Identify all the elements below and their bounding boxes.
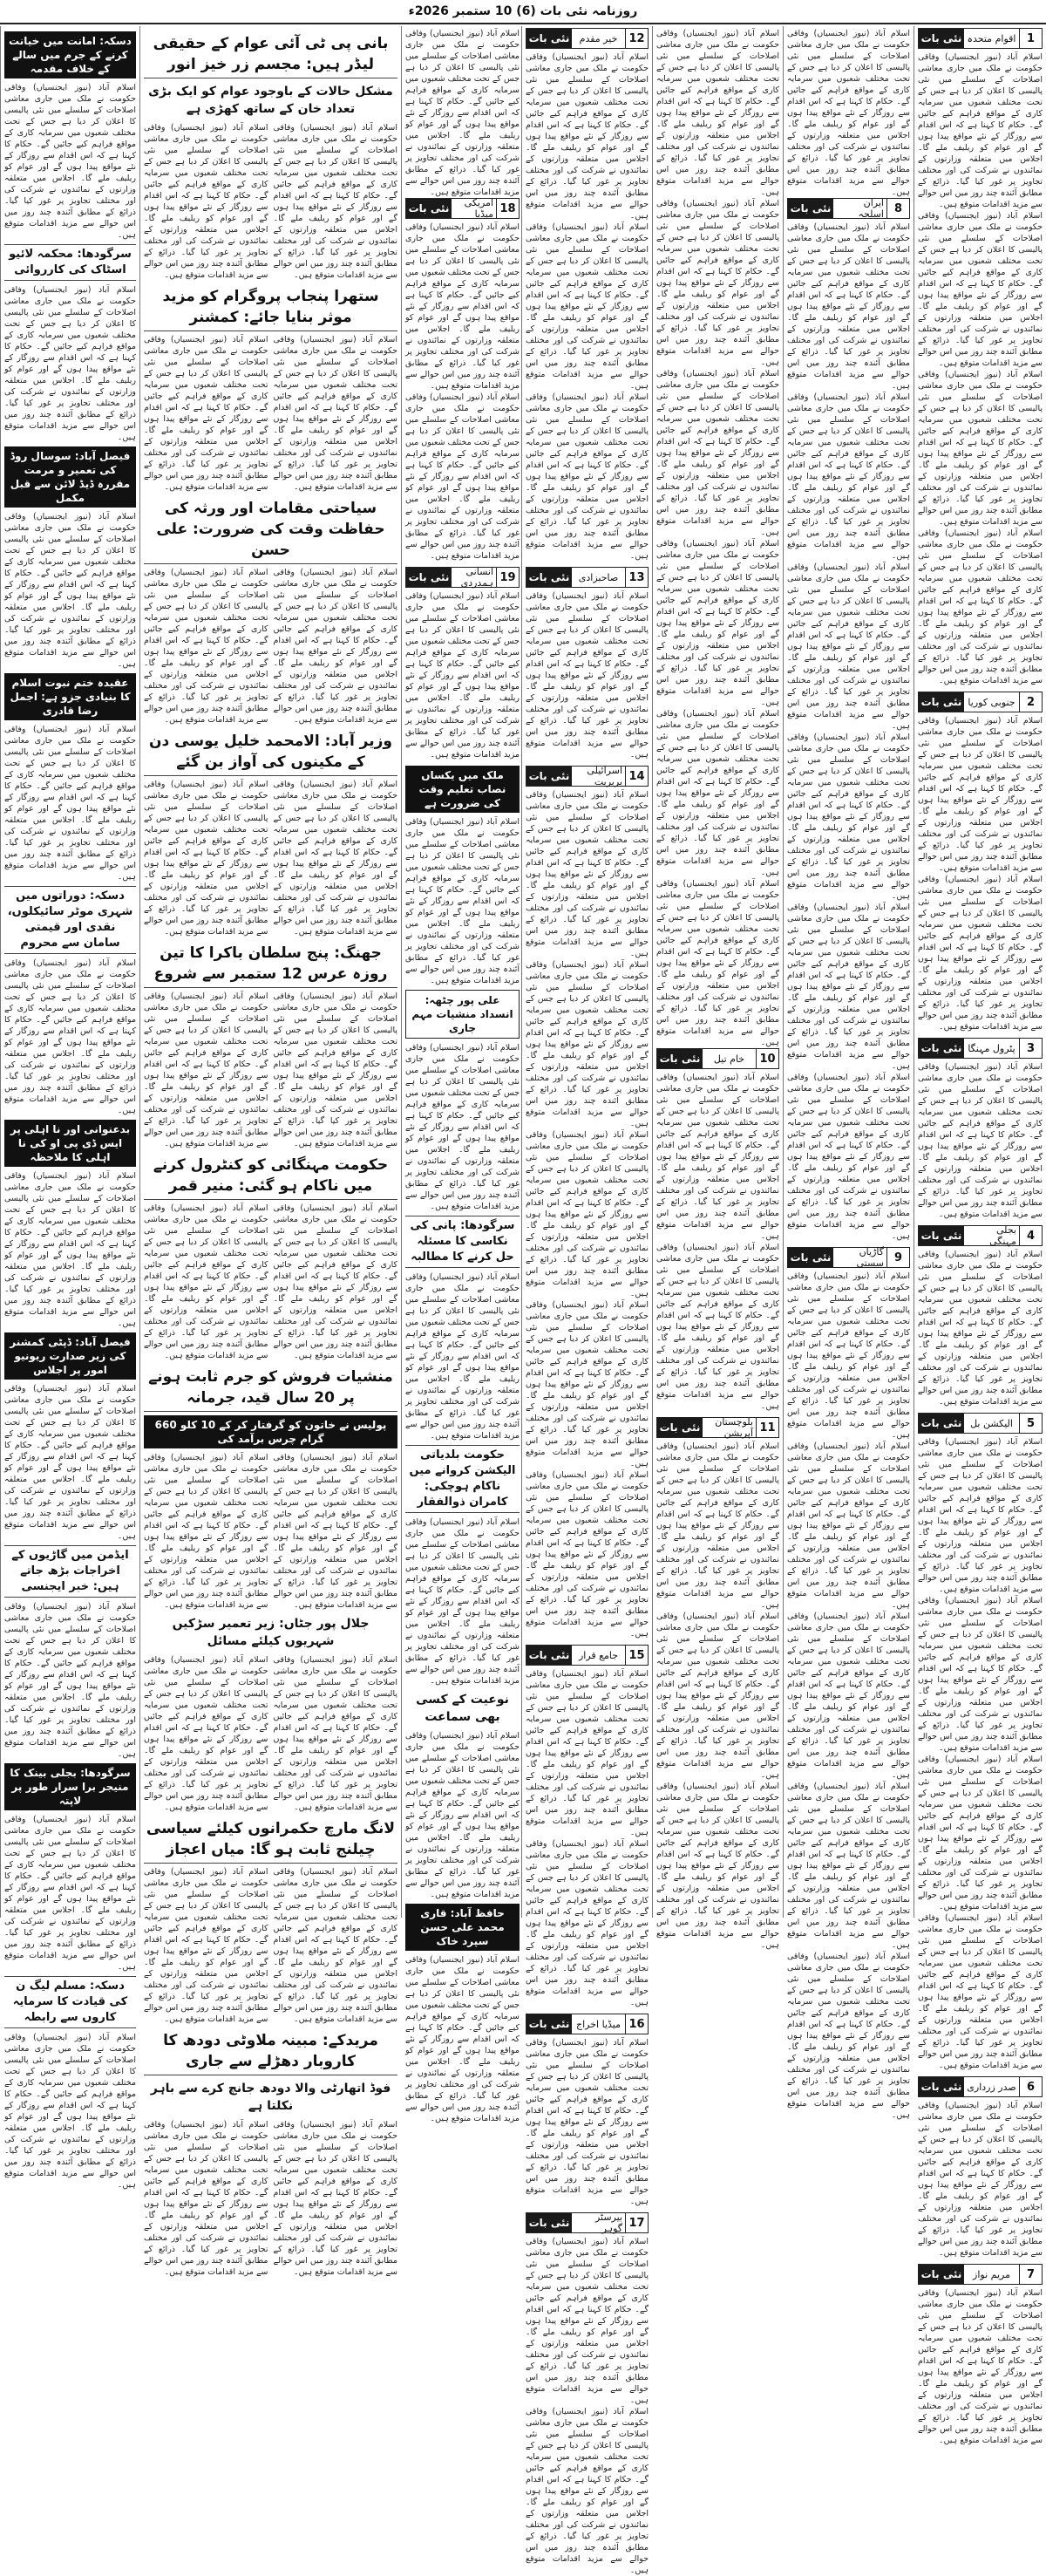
news-block-4 <box>918 1225 1043 1407</box>
section-tag: اقوام متحدہ <box>964 29 1019 48</box>
news-block-2 <box>918 692 1043 1032</box>
section-number: 15 <box>625 1646 648 1665</box>
article-text: اسلام آباد (نیوز ایجنسیاں) وفاقی حکومت نے ملک میں جاری معاشی اصلاحات کے سلسلے میں نئی پالیسی کا اعلان کر دیا ہے جس کے تحت مختلف شعبوں میں سرمایہ کاری کے مواقع فراہم کیے جائیں گے۔ حکام کا کہنا ہے کہ اس اقدام سے روزگار کے نئے مواقع پیدا ہوں گے اور عوام کو ریلیف ملے گا۔ اجلاس میں متعلقہ وزارتوں کے نمائندوں نے شرکت کی اور مختلف تجاویز پر غور کیا گیا۔ ذرائع کے مطابق آئندہ چند روز میں اس حوالے سے مزید اقدامات متوقع ہیں۔ <box>144 568 268 725</box>
article-text: اسلام آباد (نیوز ایجنسیاں) وفاقی حکومت نے ملک میں جاری معاشی اصلاحات کے سلسلے میں نئی پالیسی کا اعلان کر دیا ہے جس کے تحت مختلف شعبوں میں سرمایہ کاری کے مواقع فراہم کیے جائیں گے۔ حکام کا کہنا ہے کہ اس اقدام سے روزگار کے نئے مواقع پیدا ہوں گے اور عوام کو ریلیف ملے گا۔ اجلاس میں متعلقہ وزارتوں کے نمائندوں نے شرکت کی اور مختلف تجاویز پر غور کیا گیا۔ ذرائع کے مطابق آئندہ چند روز میں اس حوالے سے مزید اقدامات متوقع ہیں۔ <box>4 958 136 1115</box>
section-number: 6 <box>1019 2077 1042 2096</box>
brand-label: نئی بات <box>526 767 572 786</box>
section-header <box>526 28 649 49</box>
article-text: اسلام آباد (نیوز ایجنسیاں) وفاقی حکومت نے ملک میں جاری معاشی اصلاحات کے سلسلے میں نئی پالیسی کا اعلان کر دیا ہے جس کے تحت مختلف شعبوں میں سرمایہ کاری کے مواقع فراہم کیے جائیں گے۔ حکام کا کہنا ہے کہ اس اقدام سے روزگار کے نئے مواقع پیدا ہوں گے اور عوام کو ریلیف ملے گا۔ اجلاس میں متعلقہ وزارتوں کے نمائندوں نے شرکت کی اور مختلف تجاویز پر غور کیا گیا۔ ذرائع کے مطابق آئندہ چند روز میں اس حوالے سے مزید اقدامات متوقع ہیں۔ <box>4 1171 136 1328</box>
two-column-text <box>144 779 397 937</box>
news-block-7 <box>918 2264 1043 2446</box>
article-text: اسلام آباد (نیوز ایجنسیاں) وفاقی حکومت نے ملک میں جاری معاشی اصلاحات کے سلسلے میں نئی پالیسی کا اعلان کر دیا ہے جس کے تحت مختلف شعبوں میں سرمایہ کاری کے مواقع فراہم کیے جائیں گے۔ حکام کا کہنا ہے کہ اس اقدام سے روزگار کے نئے مواقع پیدا ہوں گے اور عوام کو ریلیف ملے گا۔ اجلاس میں متعلقہ وزارتوں کے نمائندوں نے شرکت کی اور مختلف تجاویز پر غور کیا گیا۔ ذرائع کے مطابق آئندہ چند روز میں اس حوالے سے مزید اقدامات متوقع ہیں۔ <box>787 1952 910 2120</box>
section-number: 2 <box>1019 692 1042 712</box>
section-header <box>526 2014 649 2034</box>
article-text: اسلام آباد (نیوز ایجنسیاں) وفاقی حکومت نے ملک میں جاری معاشی اصلاحات کے سلسلے میں نئی پالیسی کا اعلان کر دیا ہے جس کے تحت مختلف شعبوں میں سرمایہ کاری کے مواقع فراہم کیے جائیں گے۔ حکام کا کہنا ہے کہ اس اقدام سے روزگار کے نئے مواقع پیدا ہوں گے اور عوام کو ریلیف ملے گا۔ اجلاس میں متعلقہ وزارتوں کے نمائندوں نے شرکت کی اور مختلف تجاویز پر غور کیا گیا۔ ذرائع کے مطابق آئندہ چند روز میں اس حوالے سے مزید اقدامات متوقع ہیں۔ <box>4 2033 136 2190</box>
article-text: اسلام آباد (نیوز ایجنسیاں) وفاقی حکومت نے ملک میں جاری معاشی اصلاحات کے سلسلے میں نئی پالیسی کا اعلان کر دیا ہے جس کے تحت مختلف شعبوں میں سرمایہ کاری کے مواقع فراہم کیے جائیں گے۔ حکام کا کہنا ہے کہ اس اقدام سے روزگار کے نئے مواقع پیدا ہوں گے اور عوام کو ریلیف ملے گا۔ اجلاس میں متعلقہ وزارتوں کے نمائندوں نے شرکت کی اور مختلف تجاویز پر غور کیا گیا۔ ذرائع کے مطابق آئندہ چند روز میں اس حوالے سے مزید اقدامات متوقع ہیں۔ <box>273 335 397 492</box>
article-text: اسلام آباد (نیوز ایجنسیاں) وفاقی حکومت نے ملک میں جاری معاشی اصلاحات کے سلسلے میں نئی پالیسی کا اعلان کر دیا ہے جس کے تحت مختلف شعبوں میں سرمایہ کاری کے مواقع فراہم کیے جائیں گے۔ حکام کا کہنا ہے کہ اس اقدام سے روزگار کے نئے مواقع پیدا ہوں گے اور عوام کو ریلیف ملے گا۔ اجلاس میں متعلقہ وزارتوں کے نمائندوں نے شرکت کی اور مختلف تجاویز پر غور کیا گیا۔ ذرائع کے مطابق آئندہ چند روز میں اس حوالے سے مزید اقدامات متوقع ہیں۔ <box>526 591 649 760</box>
brand-label: نئی بات <box>788 199 833 218</box>
article-text: اسلام آباد (نیوز ایجنسیاں) وفاقی حکومت نے ملک میں جاری معاشی اصلاحات کے سلسلے میں نئی پالیسی کا اعلان کر دیا ہے جس کے تحت مختلف شعبوں میں سرمایہ کاری کے مواقع فراہم کیے جائیں گے۔ حکام کا کہنا ہے کہ اس اقدام سے روزگار کے نئے مواقع پیدا ہوں گے اور عوام کو ریلیف ملے گا۔ اجلاس میں متعلقہ وزارتوں کے نمائندوں نے شرکت کی اور مختلف تجاویز پر غور کیا گیا۔ ذرائع کے مطابق آئندہ چند روز میں اس حوالے سے مزید اقدامات متوقع ہیں۔ <box>144 1867 268 2024</box>
article-text: اسلام آباد (نیوز ایجنسیاں) وفاقی حکومت نے ملک میں جاری معاشی اصلاحات کے سلسلے میں نئی پالیسی کا اعلان کر دیا ہے جس کے تحت مختلف شعبوں میں سرمایہ کاری کے مواقع فراہم کیے جائیں گے۔ حکام کا کہنا ہے کہ اس اقدام سے روزگار کے نئے مواقع پیدا ہوں گے اور عوام کو ریلیف ملے گا۔ اجلاس میں متعلقہ وزارتوں کے نمائندوں نے شرکت کی اور مختلف تجاویز پر غور کیا گیا۔ ذرائع کے مطابق آئندہ چند روز میں اس حوالے سے مزید اقدامات متوقع ہیں۔ <box>273 123 397 280</box>
two-column-text <box>144 122 397 281</box>
article-text: اسلام آباد (نیوز ایجنسیاں) وفاقی حکومت نے ملک میں جاری معاشی اصلاحات کے سلسلے میں نئی پالیسی کا اعلان کر دیا ہے جس کے تحت مختلف شعبوں میں سرمایہ کاری کے مواقع فراہم کیے جائیں گے۔ حکام کا کہنا ہے کہ اس اقدام سے روزگار کے نئے مواقع پیدا ہوں گے اور عوام کو ریلیف ملے گا۔ اجلاس میں متعلقہ وزارتوں کے نمائندوں نے شرکت کی اور مختلف تجاویز پر غور کیا گیا۔ ذرائع کے مطابق آئندہ چند روز میں اس حوالے سے مزید اقدامات متوقع ہیں۔ <box>918 1062 1043 1219</box>
article-text: اسلام آباد (نیوز ایجنسیاں) وفاقی حکومت نے ملک میں جاری معاشی اصلاحات کے سلسلے میں نئی پالیسی کا اعلان کر دیا ہے جس کے تحت مختلف شعبوں میں سرمایہ کاری کے مواقع فراہم کیے جائیں گے۔ حکام کا کہنا ہے کہ اس اقدام سے روزگار کے نئے مواقع پیدا ہوں گے اور عوام کو ریلیف ملے گا۔ اجلاس میں متعلقہ وزارتوں کے نمائندوں نے شرکت کی اور مختلف تجاویز پر غور کیا گیا۔ ذرائع کے مطابق آئندہ چند روز میں اس حوالے سے مزید اقدامات متوقع ہیں۔ <box>405 222 520 391</box>
headline: دسکہ: دوراتوں میں شہری موٹر سائیکلوں، نقدی اور قیمتی سامان سے محروم <box>4 886 136 954</box>
brand-label: نئی بات <box>919 2265 964 2284</box>
brand-label: نئی بات <box>526 1646 572 1665</box>
article-text: اسلام آباد (نیوز ایجنسیاں) وفاقی حکومت نے ملک میں جاری معاشی اصلاحات کے سلسلے میں نئی پالیسی کا اعلان کر دیا ہے جس کے تحت مختلف شعبوں میں سرمایہ کاری کے مواقع فراہم کیے جائیں گے۔ حکام کا کہنا ہے کہ اس اقدام سے روزگار کے نئے مواقع پیدا ہوں گے اور عوام کو ریلیف ملے گا۔ اجلاس میں متعلقہ وزارتوں کے نمائندوں نے شرکت کی اور مختلف تجاویز پر غور کیا گیا۔ ذرائع کے مطابق آئندہ چند روز میں اس حوالے سے مزید اقدامات متوقع ہیں۔ <box>144 1453 268 1610</box>
section-header <box>787 198 910 219</box>
headline: ملک میں یکساں نصاب تعلیم وقت کی ضرورت ہے <box>405 766 520 813</box>
two-column-text <box>144 567 397 726</box>
section-tag: صدر زرداری <box>964 2077 1019 2096</box>
article-text: اسلام آباد (نیوز ایجنسیاں) وفاقی حکومت نے ملک میں جاری معاشی اصلاحات کے سلسلے میں نئی پالیسی کا اعلان کر دیا ہے جس کے تحت مختلف شعبوں میں سرمایہ کاری کے مواقع فراہم کیے جائیں گے۔ حکام کا کہنا ہے کہ اس اقدام سے روزگار کے نئے مواقع پیدا ہوں گے اور عوام کو ریلیف ملے گا۔ اجلاس میں متعلقہ وزارتوں کے نمائندوں نے شرکت کی اور مختلف تجاویز پر غور کیا گیا۔ ذرائع کے مطابق آئندہ چند روز میں اس حوالے سے مزید اقدامات متوقع ہیں۔ <box>526 1300 649 1469</box>
section-header <box>526 2212 649 2233</box>
section-header <box>526 766 649 787</box>
article-text: اسلام آباد (نیوز ایجنسیاں) وفاقی حکومت نے ملک میں جاری معاشی اصلاحات کے سلسلے میں نئی پالیسی کا اعلان کر دیا ہے جس کے تحت مختلف شعبوں میں سرمایہ کاری کے مواقع فراہم کیے جائیں گے۔ حکام کا کہنا ہے کہ اس اقدام سے روزگار کے نئے مواقع پیدا ہوں گے اور عوام کو ریلیف ملے گا۔ اجلاس میں متعلقہ وزارتوں کے نمائندوں نے شرکت کی اور مختلف تجاویز پر غور کیا گیا۔ ذرائع کے مطابق آئندہ چند روز میں اس حوالے سے مزید اقدامات متوقع ہیں۔ <box>405 1517 520 1686</box>
article-text: اسلام آباد (نیوز ایجنسیاں) وفاقی حکومت نے ملک میں جاری معاشی اصلاحات کے سلسلے میں نئی پالیسی کا اعلان کر دیا ہے جس کے تحت مختلف شعبوں میں سرمایہ کاری کے مواقع فراہم کیے جائیں گے۔ حکام کا کہنا ہے کہ اس اقدام سے روزگار کے نئے مواقع پیدا ہوں گے اور عوام کو ریلیف ملے گا۔ اجلاس میں متعلقہ وزارتوں کے نمائندوں نے شرکت کی اور مختلف تجاویز پر غور کیا گیا۔ ذرائع کے مطابق آئندہ چند روز میں اس حوالے سے مزید اقدامات متوقع ہیں۔ <box>526 2407 649 2575</box>
headline: منشیات فروش کو جرم ثابت ہونے پر 20 سال قید، جرمانہ <box>144 1364 397 1412</box>
article-text: اسلام آباد (نیوز ایجنسیاں) وفاقی حکومت نے ملک میں جاری معاشی اصلاحات کے سلسلے میں نئی پالیسی کا اعلان کر دیا ہے جس کے تحت مختلف شعبوں میں سرمایہ کاری کے مواقع فراہم کیے جائیں گے۔ حکام کا کہنا ہے کہ اس اقدام سے روزگار کے نئے مواقع پیدا ہوں گے اور عوام کو ریلیف ملے گا۔ اجلاس میں متعلقہ وزارتوں کے نمائندوں نے شرکت کی اور مختلف تجاویز پر غور کیا گیا۔ ذرائع کے مطابق آئندہ چند روز میں اس حوالے سے مزید اقدامات متوقع ہیں۔ <box>4 83 136 240</box>
two-column-text <box>144 334 397 493</box>
article-text: اسلام آباد (نیوز ایجنسیاں) وفاقی حکومت نے ملک میں جاری معاشی اصلاحات کے سلسلے میں نئی پالیسی کا اعلان کر دیا ہے جس کے تحت مختلف شعبوں میں سرمایہ کاری کے مواقع فراہم کیے جائیں گے۔ حکام کا کہنا ہے کہ اس اقدام سے روزگار کے نئے مواقع پیدا ہوں گے اور عوام کو ریلیف ملے گا۔ اجلاس میں متعلقہ وزارتوں کے نمائندوں نے شرکت کی اور مختلف تجاویز پر غور کیا گیا۔ ذرائع کے مطابق آئندہ چند روز میں اس حوالے سے مزید اقدامات متوقع ہیں۔ <box>656 539 779 707</box>
article-text: اسلام آباد (نیوز ایجنسیاں) وفاقی حکومت نے ملک میں جاری معاشی اصلاحات کے سلسلے میں نئی پالیسی کا اعلان کر دیا ہے جس کے تحت مختلف شعبوں میں سرمایہ کاری کے مواقع فراہم کیے جائیں گے۔ حکام کا کہنا ہے کہ اس اقدام سے روزگار کے نئے مواقع پیدا ہوں گے اور عوام کو ریلیف ملے گا۔ اجلاس میں متعلقہ وزارتوں کے نمائندوں نے شرکت کی اور مختلف تجاویز پر غور کیا گیا۔ ذرائع کے مطابق آئندہ چند روز میں اس حوالے سے مزید اقدامات متوقع ہیں۔ <box>526 790 649 958</box>
section-number: 5 <box>1019 1414 1042 1433</box>
section-number: 8 <box>886 199 909 218</box>
article-text: اسلام آباد (نیوز ایجنسیاں) وفاقی حکومت نے ملک میں جاری معاشی اصلاحات کے سلسلے میں نئی پالیسی کا اعلان کر دیا ہے جس کے تحت مختلف شعبوں میں سرمایہ کاری کے مواقع فراہم کیے جائیں گے۔ حکام کا کہنا ہے کہ اس اقدام سے روزگار کے نئے مواقع پیدا ہوں گے اور عوام کو ریلیف ملے گا۔ اجلاس میں متعلقہ وزارتوں کے نمائندوں نے شرکت کی اور مختلف تجاویز پر غور کیا گیا۔ ذرائع کے مطابق آئندہ چند روز میں اس حوالے سے مزید اقدامات متوقع ہیں۔ <box>918 1755 1043 1912</box>
section-number: 10 <box>756 1049 778 1068</box>
section-header <box>656 1417 779 1438</box>
article-text: اسلام آباد (نیوز ایجنسیاں) وفاقی حکومت نے ملک میں جاری معاشی اصلاحات کے سلسلے میں نئی پالیسی کا اعلان کر دیا ہے جس کے تحت مختلف شعبوں میں سرمایہ کاری کے مواقع فراہم کیے جائیں گے۔ حکام کا کہنا ہے کہ اس اقدام سے روزگار کے نئے مواقع پیدا ہوں گے اور عوام کو ریلیف ملے گا۔ اجلاس میں متعلقہ وزارتوں کے نمائندوں نے شرکت کی اور مختلف تجاویز پر غور کیا گیا۔ ذرائع کے مطابق آئندہ چند روز میں اس حوالے سے مزید اقدامات متوقع ہیں۔ <box>918 370 1043 527</box>
article-text: اسلام آباد (نیوز ایجنسیاں) وفاقی حکومت نے ملک میں جاری معاشی اصلاحات کے سلسلے میں نئی پالیسی کا اعلان کر دیا ہے جس کے تحت مختلف شعبوں میں سرمایہ کاری کے مواقع فراہم کیے جائیں گے۔ حکام کا کہنا ہے کہ اس اقدام سے روزگار کے نئے مواقع پیدا ہوں گے اور عوام کو ریلیف ملے گا۔ اجلاس میں متعلقہ وزارتوں کے نمائندوں نے شرکت کی اور مختلف تجاویز پر غور کیا گیا۔ ذرائع کے مطابق آئندہ چند روز میں اس حوالے سے مزید اقدامات متوقع ہیں۔ <box>273 1453 397 1610</box>
news-block-14 <box>526 766 649 1639</box>
brand-label: نئی بات <box>526 2213 572 2232</box>
article-text: اسلام آباد (نیوز ایجنسیاں) وفاقی حکومت نے ملک میں جاری معاشی اصلاحات کے سلسلے میں نئی پالیسی کا اعلان کر دیا ہے جس کے تحت مختلف شعبوں میں سرمایہ کاری کے مواقع فراہم کیے جائیں گے۔ حکام کا کہنا ہے کہ اس اقدام سے روزگار کے نئے مواقع پیدا ہوں گے اور عوام کو ریلیف ملے گا۔ اجلاس میں متعلقہ وزارتوں کے نمائندوں نے شرکت کی اور مختلف تجاویز پر غور کیا گیا۔ ذرائع کے مطابق آئندہ چند روز میں اس حوالے سے مزید اقدامات متوقع ہیں۔ <box>918 2101 1043 2258</box>
article-text: اسلام آباد (نیوز ایجنسیاں) وفاقی حکومت نے ملک میں جاری معاشی اصلاحات کے سلسلے میں نئی پالیسی کا اعلان کر دیا ہے جس کے تحت مختلف شعبوں میں سرمایہ کاری کے مواقع فراہم کیے جائیں گے۔ حکام کا کہنا ہے کہ اس اقدام سے روزگار کے نئے مواقع پیدا ہوں گے اور عوام کو ریلیف ملے گا۔ اجلاس میں متعلقہ وزارتوں کے نمائندوں نے شرکت کی اور مختلف تجاویز پر غور کیا گیا۔ ذرائع کے مطابق آئندہ چند روز میں اس حوالے سے مزید اقدامات متوقع ہیں۔ <box>4 1602 136 1759</box>
article-text: اسلام آباد (نیوز ایجنسیاں) وفاقی حکومت نے ملک میں جاری معاشی اصلاحات کے سلسلے میں نئی پالیسی کا اعلان کر دیا ہے جس کے تحت مختلف شعبوں میں سرمایہ کاری کے مواقع فراہم کیے جائیں گے۔ حکام کا کہنا ہے کہ اس اقدام سے روزگار کے نئے مواقع پیدا ہوں گے اور عوام کو ریلیف ملے گا۔ اجلاس میں متعلقہ وزارتوں کے نمائندوں نے شرکت کی اور مختلف تجاویز پر غور کیا گیا۔ ذرائع کے مطابق آئندہ چند روز میں اس حوالے سے مزید اقدامات متوقع ہیں۔ <box>918 211 1043 368</box>
article-text: اسلام آباد (نیوز ایجنسیاں) وفاقی حکومت نے ملک میں جاری معاشی اصلاحات کے سلسلے میں نئی پالیسی کا اعلان کر دیا ہے جس کے تحت مختلف شعبوں میں سرمایہ کاری کے مواقع فراہم کیے جائیں گے۔ حکام کا کہنا ہے کہ اس اقدام سے روزگار کے نئے مواقع پیدا ہوں گے اور عوام کو ریلیف ملے گا۔ اجلاس میں متعلقہ وزارتوں کے نمائندوں نے شرکت کی اور مختلف تجاویز پر غور کیا گیا۔ ذرائع کے مطابق آئندہ چند روز میں اس حوالے سے مزید اقدامات متوقع ہیں۔ <box>144 2120 268 2277</box>
article-text: اسلام آباد (نیوز ایجنسیاں) وفاقی حکومت نے ملک میں جاری معاشی اصلاحات کے سلسلے میں نئی پالیسی کا اعلان کر دیا ہے جس کے تحت مختلف شعبوں میں سرمایہ کاری کے مواقع فراہم کیے جائیں گے۔ حکام کا کہنا ہے کہ اس اقدام سے روزگار کے نئے مواقع پیدا ہوں گے اور عوام کو ریلیف ملے گا۔ اجلاس میں متعلقہ وزارتوں کے نمائندوں نے شرکت کی اور مختلف تجاویز پر غور کیا گیا۔ ذرائع کے مطابق آئندہ چند روز میں اس حوالے سے مزید اقدامات متوقع ہیں۔ <box>656 709 779 877</box>
section-number: 11 <box>756 1418 778 1437</box>
headline: سرگودھا: محکمہ لائیو اسٹاک کی کارروائی <box>4 244 136 281</box>
brand-label: نئی بات <box>919 29 964 48</box>
news-block-5 <box>918 1413 1043 2071</box>
brand-label: نئی بات <box>919 2077 964 2096</box>
news-block-3 <box>918 1038 1043 1220</box>
headline: سرگودھا: پانی کی نکاسی کا مسئلہ حل کرنے کا مطالبہ <box>405 1216 520 1268</box>
news-block-17 <box>526 2212 649 2576</box>
section-tag: گاڑیاں سستی <box>833 1248 886 1267</box>
section-number: 1 <box>1019 29 1042 48</box>
news-block-6 <box>918 2076 1043 2259</box>
column-5 <box>401 26 523 2123</box>
article-text: اسلام آباد (نیوز ایجنسیاں) وفاقی حکومت نے ملک میں جاری معاشی اصلاحات کے سلسلے میں نئی پالیسی کا اعلان کر دیا ہے جس کے تحت مختلف شعبوں میں سرمایہ کاری کے مواقع فراہم کیے جائیں گے۔ حکام کا کہنا ہے کہ اس اقدام سے روزگار کے نئے مواقع پیدا ہوں گے اور عوام کو ریلیف ملے گا۔ اجلاس میں متعلقہ وزارتوں کے نمائندوں نے شرکت کی اور مختلف تجاویز پر غور کیا گیا۔ ذرائع کے مطابق آئندہ چند روز میں اس حوالے سے مزید اقدامات متوقع ہیں۔ <box>405 392 520 561</box>
article-text: اسلام آباد (نیوز ایجنسیاں) وفاقی حکومت نے ملک میں جاری معاشی اصلاحات کے سلسلے میں نئی پالیسی کا اعلان کر دیا ہے جس کے تحت مختلف شعبوں میں سرمایہ کاری کے مواقع فراہم کیے جائیں گے۔ حکام کا کہنا ہے کہ اس اقدام سے روزگار کے نئے مواقع پیدا ہوں گے اور عوام کو ریلیف ملے گا۔ اجلاس میں متعلقہ وزارتوں کے نمائندوں نے شرکت کی اور مختلف تجاویز پر غور کیا گیا۔ ذرائع کے مطابق آئندہ چند روز میں اس حوالے سے مزید اقدامات متوقع ہیں۔ <box>656 1612 779 1780</box>
article-text: اسلام آباد (نیوز ایجنسیاں) وفاقی حکومت نے ملک میں جاری معاشی اصلاحات کے سلسلے میں نئی پالیسی کا اعلان کر دیا ہے جس کے تحت مختلف شعبوں میں سرمایہ کاری کے مواقع فراہم کیے جائیں گے۔ حکام کا کہنا ہے کہ اس اقدام سے روزگار کے نئے مواقع پیدا ہوں گے اور عوام کو ریلیف ملے گا۔ اجلاس میں متعلقہ وزارتوں کے نمائندوں نے شرکت کی اور مختلف تجاویز پر غور کیا گیا۔ ذرائع کے مطابق آئندہ چند روز میں اس حوالے سے مزید اقدامات متوقع ہیں۔ <box>4 1815 136 1972</box>
headline: فوڈ اتھارٹی والا دودھ جانچ کرے سے باہر نکلتا ہے <box>150 2082 391 2113</box>
headline: فیصل آباد: سوسال روڈ کی تعمیر و مرمت مقررہ ڈیڈ لائن سے قبل مکمل <box>4 446 136 508</box>
headline: ایڈمن میں گاڑیوں کے اخراجات بڑھ جاتے ہیں: خبر ایجنسی <box>4 1545 136 1598</box>
article-text: اسلام آباد (نیوز ایجنسیاں) وفاقی حکومت نے ملک میں جاری معاشی اصلاحات کے سلسلے میں نئی پالیسی کا اعلان کر دیا ہے جس کے تحت مختلف شعبوں میں سرمایہ کاری کے مواقع فراہم کیے جائیں گے۔ حکام کا کہنا ہے کہ اس اقدام سے روزگار کے نئے مواقع پیدا ہوں گے اور عوام کو ریلیف ملے گا۔ اجلاس میں متعلقہ وزارتوں کے نمائندوں نے شرکت کی اور مختلف تجاویز پر غور کیا گیا۔ ذرائع کے مطابق آئندہ چند روز میں اس حوالے سے مزید اقدامات متوقع ہیں۔ <box>144 992 268 1148</box>
headline: حکومت مہنگائی کو کنٹرول کرنے میں ناکام ہو گئی: منیر قمر <box>144 1152 397 1200</box>
article-text: اسلام آباد (نیوز ایجنسیاں) وفاقی حکومت نے ملک میں جاری معاشی اصلاحات کے سلسلے میں نئی پالیسی کا اعلان کر دیا ہے جس کے تحت مختلف شعبوں میں سرمایہ کاری کے مواقع فراہم کیے جائیں گے۔ حکام کا کہنا ہے کہ اس اقدام سے روزگار کے نئے مواقع پیدا ہوں گے اور عوام کو ریلیف ملے گا۔ اجلاس میں متعلقہ وزارتوں کے نمائندوں نے شرکت کی اور مختلف تجاویز پر غور کیا گیا۔ ذرائع کے مطابق آئندہ چند روز میں اس حوالے سے مزید اقدامات متوقع ہیں۔ <box>273 2120 397 2277</box>
article-text: اسلام آباد (نیوز ایجنسیاں) وفاقی حکومت نے ملک میں جاری معاشی اصلاحات کے سلسلے میں نئی پالیسی کا اعلان کر دیا ہے جس کے تحت مختلف شعبوں میں سرمایہ کاری کے مواقع فراہم کیے جائیں گے۔ حکام کا کہنا ہے کہ اس اقدام سے روزگار کے نئے مواقع پیدا ہوں گے اور عوام کو ریلیف ملے گا۔ اجلاس میں متعلقہ وزارتوں کے نمائندوں نے شرکت کی اور مختلف تجاویز پر غور کیا گیا۔ ذرائع کے مطابق آئندہ چند روز میں اس حوالے سے مزید اقدامات متوقع ہیں۔ <box>787 733 910 901</box>
article-text: اسلام آباد (نیوز ایجنسیاں) وفاقی حکومت نے ملک میں جاری معاشی اصلاحات کے سلسلے میں نئی پالیسی کا اعلان کر دیا ہے جس کے تحت مختلف شعبوں میں سرمایہ کاری کے مواقع فراہم کیے جائیں گے۔ حکام کا کہنا ہے کہ اس اقدام سے روزگار کے نئے مواقع پیدا ہوں گے اور عوام کو ریلیف ملے گا۔ اجلاس میں متعلقہ وزارتوں کے نمائندوں نے شرکت کی اور مختلف تجاویز پر غور کیا گیا۔ ذرائع کے مطابق آئندہ چند روز میں اس حوالے سے مزید اقدامات متوقع ہیں۔ <box>273 1203 397 1360</box>
article-text: اسلام آباد (نیوز ایجنسیاں) وفاقی حکومت نے ملک میں جاری معاشی اصلاحات کے سلسلے میں نئی پالیسی کا اعلان کر دیا ہے جس کے تحت مختلف شعبوں میں سرمایہ کاری کے مواقع فراہم کیے جائیں گے۔ حکام کا کہنا ہے کہ اس اقدام سے روزگار کے نئے مواقع پیدا ہوں گے اور عوام کو ریلیف ملے گا۔ اجلاس میں متعلقہ وزارتوں کے نمائندوں نے شرکت کی اور مختلف تجاویز پر غور کیا گیا۔ ذرائع کے مطابق آئندہ چند روز میں اس حوالے سے مزید اقدامات متوقع ہیں۔ <box>787 903 910 1071</box>
section-header <box>918 692 1043 712</box>
brand-label: نئی بات <box>406 568 452 587</box>
news-block-12 <box>526 28 649 562</box>
headline-main: بانی پی ٹی آئی عوام کے حقیقی لیڈر ہیں: مجسم زر خیز انور <box>144 31 397 78</box>
section-tag: بیرسٹر گوہر <box>572 2213 625 2232</box>
section-header <box>405 198 520 219</box>
article-text: اسلام آباد (نیوز ایجنسیاں) وفاقی حکومت نے ملک میں جاری معاشی اصلاحات کے سلسلے میں نئی پالیسی کا اعلان کر دیا ہے جس کے تحت مختلف شعبوں میں سرمایہ کاری کے مواقع فراہم کیے جائیں گے۔ حکام کا کہنا ہے کہ اس اقدام سے روزگار کے نئے مواقع پیدا ہوں گے اور عوام کو ریلیف ملے گا۔ اجلاس میں متعلقہ وزارتوں کے نمائندوں نے شرکت کی اور مختلف تجاویز پر غور کیا گیا۔ ذرائع کے مطابق آئندہ چند روز میں اس حوالے سے مزید اقدامات متوقع ہیں۔ <box>787 1612 910 1780</box>
article-text: اسلام آباد (نیوز ایجنسیاں) وفاقی حکومت نے ملک میں جاری معاشی اصلاحات کے سلسلے میں نئی پالیسی کا اعلان کر دیا ہے جس کے تحت مختلف شعبوں میں سرمایہ کاری کے مواقع فراہم کیے جائیں گے۔ حکام کا کہنا ہے کہ اس اقدام سے روزگار کے نئے مواقع پیدا ہوں گے اور عوام کو ریلیف ملے گا۔ اجلاس میں متعلقہ وزارتوں کے نمائندوں نے شرکت کی اور مختلف تجاویز پر غور کیا گیا۔ ذرائع کے مطابق آئندہ چند روز میں اس حوالے سے مزید اقدامات متوقع ہیں۔ <box>4 1384 136 1541</box>
headline: مریدکے: مبینہ ملاوٹی دودھ کا کاروبار دھڑلے سے جاری <box>144 2027 397 2075</box>
news-block-19 <box>405 567 520 760</box>
headline-sub: مشکل حالات کے باوجود عوام کو ایک بڑی تعداد خان کے ساتھ کھڑی ہے <box>148 85 393 116</box>
two-column-text <box>144 1452 397 1611</box>
section-tag: اسرائیلی بربریت <box>572 767 625 786</box>
article-text: اسلام آباد (نیوز ایجنسیاں) وفاقی حکومت نے ملک میں جاری معاشی اصلاحات کے سلسلے میں نئی پالیسی کا اعلان کر دیا ہے جس کے تحت مختلف شعبوں میں سرمایہ کاری کے مواقع فراہم کیے جائیں گے۔ حکام کا کہنا ہے کہ اس اقدام سے روزگار کے نئے مواقع پیدا ہوں گے اور عوام کو ریلیف ملے گا۔ اجلاس میں متعلقہ وزارتوں کے نمائندوں نے شرکت کی اور مختلف تجاویز پر غور کیا گیا۔ ذرائع کے مطابق آئندہ چند روز میں اس حوالے سے مزید اقدامات متوقع ہیں۔ <box>405 1043 520 1211</box>
article-text: اسلام آباد (نیوز ایجنسیاں) وفاقی حکومت نے ملک میں جاری معاشی اصلاحات کے سلسلے میں نئی پالیسی کا اعلان کر دیا ہے جس کے تحت مختلف شعبوں میں سرمایہ کاری کے مواقع فراہم کیے جائیں گے۔ حکام کا کہنا ہے کہ اس اقدام سے روزگار کے نئے مواقع پیدا ہوں گے اور عوام کو ریلیف ملے گا۔ اجلاس میں متعلقہ وزارتوں کے نمائندوں نے شرکت کی اور مختلف تجاویز پر غور کیا گیا۔ ذرائع کے مطابق آئندہ چند روز میں اس حوالے سے مزید اقدامات متوقع ہیں۔ <box>526 2038 649 2206</box>
article-text: اسلام آباد (نیوز ایجنسیاں) وفاقی حکومت نے ملک میں جاری معاشی اصلاحات کے سلسلے میں نئی پالیسی کا اعلان کر دیا ہے جس کے تحت مختلف شعبوں میں سرمایہ کاری کے مواقع فراہم کیے جائیں گے۔ حکام کا کہنا ہے کہ اس اقدام سے روزگار کے نئے مواقع پیدا ہوں گے اور عوام کو ریلیف ملے گا۔ اجلاس میں متعلقہ وزارتوں کے نمائندوں نے شرکت کی اور مختلف تجاویز پر غور کیا گیا۔ ذرائع کے مطابق آئندہ چند روز میں اس حوالے سے مزید اقدامات متوقع ہیں۔ <box>918 875 1043 1032</box>
section-tag: پٹرول مہنگا <box>964 1039 1019 1058</box>
article-text: اسلام آباد (نیوز ایجنسیاں) وفاقی حکومت نے ملک میں جاری معاشی اصلاحات کے سلسلے میں نئی پالیسی کا اعلان کر دیا ہے جس کے تحت مختلف شعبوں میں سرمایہ کاری کے مواقع فراہم کیے جائیں گے۔ حکام کا کہنا ہے کہ اس اقدام سے روزگار کے نئے مواقع پیدا ہوں گے اور عوام کو ریلیف ملے گا۔ اجلاس میں متعلقہ وزارتوں کے نمائندوں نے شرکت کی اور مختلف تجاویز پر غور کیا گیا۔ ذرائع کے مطابق آئندہ چند روز میں اس حوالے سے مزید اقدامات متوقع ہیں۔ <box>144 780 268 937</box>
section-number: 17 <box>625 2213 648 2232</box>
news-block-8 <box>787 198 910 1242</box>
article-text: اسلام آباد (نیوز ایجنسیاں) وفاقی حکومت نے ملک میں جاری معاشی اصلاحات کے سلسلے میں نئی پالیسی کا اعلان کر دیا ہے جس کے تحت مختلف شعبوں میں سرمایہ کاری کے مواقع فراہم کیے جائیں گے۔ حکام کا کہنا ہے کہ اس اقدام سے روزگار کے نئے مواقع پیدا ہوں گے اور عوام کو ریلیف ملے گا۔ اجلاس میں متعلقہ وزارتوں کے نمائندوں نے شرکت کی اور مختلف تجاویز پر غور کیا گیا۔ ذرائع کے مطابق آئندہ چند روز میں اس حوالے سے مزید اقدامات متوقع ہیں۔ <box>273 1867 397 2024</box>
section-number: 14 <box>625 767 648 786</box>
section-tag: انسانی ہمدردی <box>452 568 496 587</box>
article-text: اسلام آباد (نیوز ایجنسیاں) وفاقی حکومت نے ملک میں جاری معاشی اصلاحات کے سلسلے میں نئی پالیسی کا اعلان کر دیا ہے جس کے تحت مختلف شعبوں میں سرمایہ کاری کے مواقع فراہم کیے جائیں گے۔ حکام کا کہنا ہے کہ اس اقدام سے روزگار کے نئے مواقع پیدا ہوں گے اور عوام کو ریلیف ملے گا۔ اجلاس میں متعلقہ وزارتوں کے نمائندوں نے شرکت کی اور مختلف تجاویز پر غور کیا گیا۔ ذرائع کے مطابق آئندہ چند روز میں اس حوالے سے مزید اقدامات متوقع ہیں۔ <box>405 1955 520 2123</box>
section-header <box>918 1225 1043 1246</box>
article-text: اسلام آباد (نیوز ایجنسیاں) وفاقی حکومت نے ملک میں جاری معاشی اصلاحات کے سلسلے میں نئی پالیسی کا اعلان کر دیا ہے جس کے تحت مختلف شعبوں میں سرمایہ کاری کے مواقع فراہم کیے جائیں گے۔ حکام کا کہنا ہے کہ اس اقدام سے روزگار کے نئے مواقع پیدا ہوں گے اور عوام کو ریلیف ملے گا۔ اجلاس میں متعلقہ وزارتوں کے نمائندوں نے شرکت کی اور مختلف تجاویز پر غور کیا گیا۔ ذرائع کے مطابق آئندہ چند روز میں اس حوالے سے مزید اقدامات متوقع ہیں۔ <box>656 1073 779 1241</box>
news-block-18 <box>405 198 520 562</box>
section-tag: الیکشن بل <box>964 1414 1019 1433</box>
headline: پولیس نے خاتون کو گرفتار کر کے 10 کلو 660 گرام چرس برآمد کی <box>144 1415 397 1448</box>
article-text: اسلام آباد (نیوز ایجنسیاں) وفاقی حکومت نے ملک میں جاری معاشی اصلاحات کے سلسلے میں نئی پالیسی کا اعلان کر دیا ہے جس کے تحت مختلف شعبوں میں سرمایہ کاری کے مواقع فراہم کیے جائیں گے۔ حکام کا کہنا ہے کہ اس اقدام سے روزگار کے نئے مواقع پیدا ہوں گے اور عوام کو ریلیف ملے گا۔ اجلاس میں متعلقہ وزارتوں کے نمائندوں نے شرکت کی اور مختلف تجاویز پر غور کیا گیا۔ ذرائع کے مطابق آئندہ چند روز میں اس حوالے سے مزید اقدامات متوقع ہیں۔ <box>918 1437 1043 1594</box>
article-text: اسلام آباد (نیوز ایجنسیاں) وفاقی حکومت نے ملک میں جاری معاشی اصلاحات کے سلسلے میں نئی پالیسی کا اعلان کر دیا ہے جس کے تحت مختلف شعبوں میں سرمایہ کاری کے مواقع فراہم کیے جائیں گے۔ حکام کا کہنا ہے کہ اس اقدام سے روزگار کے نئے مواقع پیدا ہوں گے اور عوام کو ریلیف ملے گا۔ اجلاس میں متعلقہ وزارتوں کے نمائندوں نے شرکت کی اور مختلف تجاویز پر غور کیا گیا۔ ذرائع کے مطابق آئندہ چند روز میں اس حوالے سے مزید اقدامات متوقع ہیں۔ <box>918 716 1043 873</box>
section-number: 19 <box>496 568 519 587</box>
article-text: اسلام آباد (نیوز ایجنسیاں) وفاقی حکومت نے ملک میں جاری معاشی اصلاحات کے سلسلے میں نئی پالیسی کا اعلان کر دیا ہے جس کے تحت مختلف شعبوں میں سرمایہ کاری کے مواقع فراہم کیے جائیں گے۔ حکام کا کہنا ہے کہ اس اقدام سے روزگار کے نئے مواقع پیدا ہوں گے اور عوام کو ریلیف ملے گا۔ اجلاس میں متعلقہ وزارتوں کے نمائندوں نے شرکت کی اور مختلف تجاویز پر غور کیا گیا۔ ذرائع کے مطابق آئندہ چند روز میں اس حوالے سے مزید اقدامات متوقع ہیں۔ <box>405 817 520 985</box>
article-text: اسلام آباد (نیوز ایجنسیاں) وفاقی حکومت نے ملک میں جاری معاشی اصلاحات کے سلسلے میں نئی پالیسی کا اعلان کر دیا ہے جس کے تحت مختلف شعبوں میں سرمایہ کاری کے مواقع فراہم کیے جائیں گے۔ حکام کا کہنا ہے کہ اس اقدام سے روزگار کے نئے مواقع پیدا ہوں گے اور عوام کو ریلیف ملے گا۔ اجلاس میں متعلقہ وزارتوں کے نمائندوں نے شرکت کی اور مختلف تجاویز پر غور کیا گیا۔ ذرائع کے مطابق آئندہ چند روز میں اس حوالے سے مزید اقدامات متوقع ہیں۔ <box>273 1655 397 1812</box>
newspaper-page <box>0 26 1046 2575</box>
article-text: اسلام آباد (نیوز ایجنسیاں) وفاقی حکومت نے ملک میں جاری معاشی اصلاحات کے سلسلے میں نئی پالیسی کا اعلان کر دیا ہے جس کے تحت مختلف شعبوں میں سرمایہ کاری کے مواقع فراہم کیے جائیں گے۔ حکام کا کہنا ہے کہ اس اقدام سے روزگار کے نئے مواقع پیدا ہوں گے اور عوام کو ریلیف ملے گا۔ اجلاس میں متعلقہ وزارتوں کے نمائندوں نے شرکت کی اور مختلف تجاویز پر غور کیا گیا۔ ذرائع کے مطابق آئندہ چند روز میں اس حوالے سے مزید اقدامات متوقع ہیں۔ <box>526 392 649 561</box>
section-header <box>526 567 649 588</box>
section-number: 12 <box>625 29 648 48</box>
article-text: اسلام آباد (نیوز ایجنسیاں) وفاقی حکومت نے ملک میں جاری معاشی اصلاحات کے سلسلے میں نئی پالیسی کا اعلان کر دیا ہے جس کے تحت مختلف شعبوں میں سرمایہ کاری کے مواقع فراہم کیے جائیں گے۔ حکام کا کہنا ہے کہ اس اقدام سے روزگار کے نئے مواقع پیدا ہوں گے اور عوام کو ریلیف ملے گا۔ اجلاس میں متعلقہ وزارتوں کے نمائندوں نے شرکت کی اور مختلف تجاویز پر غور کیا گیا۔ ذرائع کے مطابق آئندہ چند روز میں اس حوالے سے مزید اقدامات متوقع ہیں۔ <box>918 528 1043 685</box>
section-number: 3 <box>1019 1039 1042 1058</box>
article-text: اسلام آباد (نیوز ایجنسیاں) وفاقی حکومت نے ملک میں جاری معاشی اصلاحات کے سلسلے میں نئی پالیسی کا اعلان کر دیا ہے جس کے تحت مختلف شعبوں میں سرمایہ کاری کے مواقع فراہم کیے جائیں گے۔ حکام کا کہنا ہے کہ اس اقدام سے روزگار کے نئے مواقع پیدا ہوں گے اور عوام کو ریلیف ملے گا۔ اجلاس میں متعلقہ وزارتوں کے نمائندوں نے شرکت کی اور مختلف تجاویز پر غور کیا گیا۔ ذرائع کے مطابق آئندہ چند روز میں اس حوالے سے مزید اقدامات متوقع ہیں۔ <box>405 1272 520 1441</box>
headline: جھنگ: پنج سلطان باکرا کا تین روزہ عرس 12 ستمبر سے شروع <box>144 940 397 988</box>
column-2 <box>783 26 914 2120</box>
section-tag: میڈیا اخراج <box>572 2014 625 2034</box>
article-text: اسلام آباد (نیوز ایجنسیاں) وفاقی حکومت نے ملک میں جاری معاشی اصلاحات کے سلسلے میں نئی پالیسی کا اعلان کر دیا ہے جس کے تحت مختلف شعبوں میں سرمایہ کاری کے مواقع فراہم کیے جائیں گے۔ حکام کا کہنا ہے کہ اس اقدام سے روزگار کے نئے مواقع پیدا ہوں گے اور عوام کو ریلیف ملے گا۔ اجلاس میں متعلقہ وزارتوں کے نمائندوں نے شرکت کی اور مختلف تجاویز پر غور کیا گیا۔ ذرائع کے مطابق آئندہ چند روز میں اس حوالے سے مزید اقدامات متوقع ہیں۔ <box>526 960 649 1128</box>
brand-label: نئی بات <box>526 2014 572 2034</box>
brand-label: نئی بات <box>919 1414 964 1433</box>
left-area <box>0 26 523 2277</box>
article-text: اسلام آباد (نیوز ایجنسیاں) وفاقی حکومت نے ملک میں جاری معاشی اصلاحات کے سلسلے میں نئی پالیسی کا اعلان کر دیا ہے جس کے تحت مختلف شعبوں میں سرمایہ کاری کے مواقع فراہم کیے جائیں گے۔ حکام کا کہنا ہے کہ اس اقدام سے روزگار کے نئے مواقع پیدا ہوں گے اور عوام کو ریلیف ملے گا۔ اجلاس میں متعلقہ وزارتوں کے نمائندوں نے شرکت کی اور مختلف تجاویز پر غور کیا گیا۔ ذرائع کے مطابق آئندہ چند روز میں اس حوالے سے مزید اقدامات متوقع ہیں۔ <box>656 29 779 197</box>
brand-label: نئی بات <box>406 199 452 218</box>
column-3 <box>652 26 783 1950</box>
news-block-11 <box>656 1417 779 1951</box>
section-tag: مریم نواز <box>964 2265 1019 2284</box>
headline: نوعیت کے کسی بھی سماعت <box>416 1693 509 1724</box>
brand-label: نئی بات <box>788 1248 833 1267</box>
headline: بدعنوانی اور نا اہلی پر ایس ڈی پی او کی نا اہلی کا ملاحظہ <box>4 1120 136 1167</box>
column-7 <box>0 26 139 2190</box>
brand-label: نئی بات <box>657 1418 703 1437</box>
brand-label: نئی بات <box>526 568 572 587</box>
article-text: اسلام آباد (نیوز ایجنسیاں) وفاقی حکومت نے ملک میں جاری معاشی اصلاحات کے سلسلے میں نئی پالیسی کا اعلان کر دیا ہے جس کے تحت مختلف شعبوں میں سرمایہ کاری کے مواقع فراہم کیے جائیں گے۔ حکام کا کہنا ہے کہ اس اقدام سے روزگار کے نئے مواقع پیدا ہوں گے اور عوام کو ریلیف ملے گا۔ اجلاس میں متعلقہ وزارتوں کے نمائندوں نے شرکت کی اور مختلف تجاویز پر غور کیا گیا۔ ذرائع کے مطابق آئندہ چند روز میں اس حوالے سے مزید اقدامات متوقع ہیں۔ <box>4 285 136 442</box>
headline: ستھرا پنجاب پروگرام کو مزید موثر بنایا جائے: کمشنر <box>144 283 397 331</box>
section-header <box>526 1645 649 1666</box>
column-6 <box>139 26 401 2277</box>
headline: دسکہ: مسلم لیگ ن کی قیادت کا سرمایہ کاروں سے رابطہ <box>4 1976 136 2028</box>
article-text: اسلام آباد (نیوز ایجنسیاں) وفاقی حکومت نے ملک میں جاری معاشی اصلاحات کے سلسلے میں نئی پالیسی کا اعلان کر دیا ہے جس کے تحت مختلف شعبوں میں سرمایہ کاری کے مواقع فراہم کیے جائیں گے۔ حکام کا کہنا ہے کہ اس اقدام سے روزگار کے نئے مواقع پیدا ہوں گے اور عوام کو ریلیف ملے گا۔ اجلاس میں متعلقہ وزارتوں کے نمائندوں نے شرکت کی اور مختلف تجاویز پر غور کیا گیا۔ ذرائع کے مطابق آئندہ چند روز میں اس حوالے سے مزید اقدامات متوقع ہیں۔ <box>273 780 397 937</box>
article-text: اسلام آباد (نیوز ایجنسیاں) وفاقی حکومت نے ملک میں جاری معاشی اصلاحات کے سلسلے میں نئی پالیسی کا اعلان کر دیا ہے جس کے تحت مختلف شعبوں میں سرمایہ کاری کے مواقع فراہم کیے جائیں گے۔ حکام کا کہنا ہے کہ اس اقدام سے روزگار کے نئے مواقع پیدا ہوں گے اور عوام کو ریلیف ملے گا۔ اجلاس میں متعلقہ وزارتوں کے نمائندوں نے شرکت کی اور مختلف تجاویز پر غور کیا گیا۔ ذرائع کے مطابق آئندہ چند روز میں اس حوالے سے مزید اقدامات متوقع ہیں۔ <box>787 562 910 731</box>
section-number: 7 <box>1019 2265 1042 2284</box>
article-text: اسلام آباد (نیوز ایجنسیاں) وفاقی حکومت نے ملک میں جاری معاشی اصلاحات کے سلسلے میں نئی پالیسی کا اعلان کر دیا ہے جس کے تحت مختلف شعبوں میں سرمایہ کاری کے مواقع فراہم کیے جائیں گے۔ حکام کا کہنا ہے کہ اس اقدام سے روزگار کے نئے مواقع پیدا ہوں گے اور عوام کو ریلیف ملے گا۔ اجلاس میں متعلقہ وزارتوں کے نمائندوں نے شرکت کی اور مختلف تجاویز پر غور کیا گیا۔ ذرائع کے مطابق آئندہ چند روز میں اس حوالے سے مزید اقدامات متوقع ہیں۔ <box>144 335 268 492</box>
article-text: اسلام آباد (نیوز ایجنسیاں) وفاقی حکومت نے ملک میں جاری معاشی اصلاحات کے سلسلے میں نئی پالیسی کا اعلان کر دیا ہے جس کے تحت مختلف شعبوں میں سرمایہ کاری کے مواقع فراہم کیے جائیں گے۔ حکام کا کہنا ہے کہ اس اقدام سے روزگار کے نئے مواقع پیدا ہوں گے اور عوام کو ریلیف ملے گا۔ اجلاس میں متعلقہ وزارتوں کے نمائندوں نے شرکت کی اور مختلف تجاویز پر غور کیا گیا۔ ذرائع کے مطابق آئندہ چند روز میں اس حوالے سے مزید اقدامات متوقع ہیں۔ <box>918 1250 1043 1407</box>
section-number: 16 <box>625 2014 648 2034</box>
article-text: اسلام آباد (نیوز ایجنسیاں) وفاقی حکومت نے ملک میں جاری معاشی اصلاحات کے سلسلے میں نئی پالیسی کا اعلان کر دیا ہے جس کے تحت مختلف شعبوں میں سرمایہ کاری کے مواقع فراہم کیے جائیں گے۔ حکام کا کہنا ہے کہ اس اقدام سے روزگار کے نئے مواقع پیدا ہوں گے اور عوام کو ریلیف ملے گا۔ اجلاس میں متعلقہ وزارتوں کے نمائندوں نے شرکت کی اور مختلف تجاویز پر غور کیا گیا۔ ذرائع کے مطابق آئندہ چند روز میں اس حوالے سے مزید اقدامات متوقع ہیں۔ <box>4 725 136 882</box>
news-block-1 <box>918 28 1043 686</box>
article-text: اسلام آباد (نیوز ایجنسیاں) وفاقی حکومت نے ملک میں جاری معاشی اصلاحات کے سلسلے میں نئی پالیسی کا اعلان کر دیا ہے جس کے تحت مختلف شعبوں میں سرمایہ کاری کے مواقع فراہم کیے جائیں گے۔ حکام کا کہنا ہے کہ اس اقدام سے روزگار کے نئے مواقع پیدا ہوں گے اور عوام کو ریلیف ملے گا۔ اجلاس میں متعلقہ وزارتوں کے نمائندوں نے شرکت کی اور مختلف تجاویز پر غور کیا گیا۔ ذرائع کے مطابق آئندہ چند روز میں اس حوالے سے مزید اقدامات متوقع ہیں۔ <box>656 1782 779 1950</box>
article-text: اسلام آباد (نیوز ایجنسیاں) وفاقی حکومت نے ملک میں جاری معاشی اصلاحات کے سلسلے میں نئی پالیسی کا اعلان کر دیا ہے جس کے تحت مختلف شعبوں میں سرمایہ کاری کے مواقع فراہم کیے جائیں گے۔ حکام کا کہنا ہے کہ اس اقدام سے روزگار کے نئے مواقع پیدا ہوں گے اور عوام کو ریلیف ملے گا۔ اجلاس میں متعلقہ وزارتوں کے نمائندوں نے شرکت کی اور مختلف تجاویز پر غور کیا گیا۔ ذرائع کے مطابق آئندہ چند روز میں اس حوالے سے مزید اقدامات متوقع ہیں۔ <box>405 591 520 760</box>
two-column-text <box>144 2119 397 2278</box>
column-1 <box>914 26 1046 2445</box>
two-column-text <box>144 991 397 1149</box>
two-column-text <box>144 1654 397 1813</box>
two-column-text <box>144 1203 397 1361</box>
article-text: اسلام آباد (نیوز ایجنسیاں) وفاقی حکومت نے ملک میں جاری معاشی اصلاحات کے سلسلے میں نئی پالیسی کا اعلان کر دیا ہے جس کے تحت مختلف شعبوں میں سرمایہ کاری کے مواقع فراہم کیے جائیں گے۔ حکام کا کہنا ہے کہ اس اقدام سے روزگار کے نئے مواقع پیدا ہوں گے اور عوام کو ریلیف ملے گا۔ اجلاس میں متعلقہ وزارتوں کے نمائندوں نے شرکت کی اور مختلف تجاویز پر غور کیا گیا۔ ذرائع کے مطابق آئندہ چند روز میں اس حوالے سے مزید اقدامات متوقع ہیں۔ <box>4 512 136 669</box>
brand-label: نئی بات <box>919 1226 964 1245</box>
section-header <box>405 567 520 588</box>
section-tag: خام تیل <box>703 1049 756 1068</box>
section-tag: خیر مقدم <box>572 29 625 48</box>
section-number: 9 <box>886 1248 909 1267</box>
article-text: اسلام آباد (نیوز ایجنسیاں) وفاقی حکومت نے ملک میں جاری معاشی اصلاحات کے سلسلے میں نئی پالیسی کا اعلان کر دیا ہے جس کے تحت مختلف شعبوں میں سرمایہ کاری کے مواقع فراہم کیے جائیں گے۔ حکام کا کہنا ہے کہ اس اقدام سے روزگار کے نئے مواقع پیدا ہوں گے اور عوام کو ریلیف ملے گا۔ اجلاس میں متعلقہ وزارتوں کے نمائندوں نے شرکت کی اور مختلف تجاویز پر غور کیا گیا۔ ذرائع کے مطابق آئندہ چند روز میں اس حوالے سے مزید اقدامات متوقع ہیں۔ <box>787 1271 910 1440</box>
article-text: اسلام آباد (نیوز ایجنسیاں) وفاقی حکومت نے ملک میں جاری معاشی اصلاحات کے سلسلے میں نئی پالیسی کا اعلان کر دیا ہے جس کے تحت مختلف شعبوں میں سرمایہ کاری کے مواقع فراہم کیے جائیں گے۔ حکام کا کہنا ہے کہ اس اقدام سے روزگار کے نئے مواقع پیدا ہوں گے اور عوام کو ریلیف ملے گا۔ اجلاس میں متعلقہ وزارتوں کے نمائندوں نے شرکت کی اور مختلف تجاویز پر غور کیا گیا۔ ذرائع کے مطابق آئندہ چند روز میں اس حوالے سے مزید اقدامات متوقع ہیں۔ <box>526 1669 649 1837</box>
article-text: اسلام آباد (نیوز ایجنسیاں) وفاقی حکومت نے ملک میں جاری معاشی اصلاحات کے سلسلے میں نئی پالیسی کا اعلان کر دیا ہے جس کے تحت مختلف شعبوں میں سرمایہ کاری کے مواقع فراہم کیے جائیں گے۔ حکام کا کہنا ہے کہ اس اقدام سے روزگار کے نئے مواقع پیدا ہوں گے اور عوام کو ریلیف ملے گا۔ اجلاس میں متعلقہ وزارتوں کے نمائندوں نے شرکت کی اور مختلف تجاویز پر غور کیا گیا۔ ذرائع کے مطابق آئندہ چند روز میں اس حوالے سے مزید اقدامات متوقع ہیں۔ <box>144 123 268 280</box>
article-text: اسلام آباد (نیوز ایجنسیاں) وفاقی حکومت نے ملک میں جاری معاشی اصلاحات کے سلسلے میں نئی پالیسی کا اعلان کر دیا ہے جس کے تحت مختلف شعبوں میں سرمایہ کاری کے مواقع فراہم کیے جائیں گے۔ حکام کا کہنا ہے کہ اس اقدام سے روزگار کے نئے مواقع پیدا ہوں گے اور عوام کو ریلیف ملے گا۔ اجلاس میں متعلقہ وزارتوں کے نمائندوں نے شرکت کی اور مختلف تجاویز پر غور کیا گیا۔ ذرائع کے مطابق آئندہ چند روز میں اس حوالے سے مزید اقدامات متوقع ہیں۔ <box>656 879 779 1047</box>
news-block-15 <box>526 1645 649 2008</box>
masthead-title: روزنامہ نئی بات (6) 10 ستمبر 2026ء <box>408 4 638 18</box>
article-text: اسلام آباد (نیوز ایجنسیاں) وفاقی حکومت نے ملک میں جاری معاشی اصلاحات کے سلسلے میں نئی پالیسی کا اعلان کر دیا ہے جس کے تحت مختلف شعبوں میں سرمایہ کاری کے مواقع فراہم کیے جائیں گے۔ حکام کا کہنا ہے کہ اس اقدام سے روزگار کے نئے مواقع پیدا ہوں گے اور عوام کو ریلیف ملے گا۔ اجلاس میں متعلقہ وزارتوں کے نمائندوں نے شرکت کی اور مختلف تجاویز پر غور کیا گیا۔ ذرائع کے مطابق آئندہ چند روز میں اس حوالے سے مزید اقدامات متوقع ہیں۔ <box>918 52 1043 209</box>
section-tag: امریکی میڈیا <box>452 199 496 218</box>
section-tag: ایران اسلحہ <box>833 199 886 218</box>
two-column-text <box>144 1866 397 2025</box>
article-text: اسلام آباد (نیوز ایجنسیاں) وفاقی حکومت نے ملک میں جاری معاشی اصلاحات کے سلسلے میں نئی پالیسی کا اعلان کر دیا ہے جس کے تحت مختلف شعبوں میں سرمایہ کاری کے مواقع فراہم کیے جائیں گے۔ حکام کا کہنا ہے کہ اس اقدام سے روزگار کے نئے مواقع پیدا ہوں گے اور عوام کو ریلیف ملے گا۔ اجلاس میں متعلقہ وزارتوں کے نمائندوں نے شرکت کی اور مختلف تجاویز پر غور کیا گیا۔ ذرائع کے مطابق آئندہ چند روز میں اس حوالے سے مزید اقدامات متوقع ہیں۔ <box>656 369 779 537</box>
section-tag: جامع قرار <box>572 1646 625 1665</box>
headline: دسکہ: امانت میں خیانت کرنے کے جرم میں سالے کے خلاف مقدمہ <box>4 31 136 78</box>
headline: سرگودھا: بجلی بینک کا منیجر برا سرار طور پر لاپتہ <box>4 1763 136 1810</box>
article-text: اسلام آباد (نیوز ایجنسیاں) وفاقی حکومت نے ملک میں جاری معاشی اصلاحات کے سلسلے میں نئی پالیسی کا اعلان کر دیا ہے جس کے تحت مختلف شعبوں میں سرمایہ کاری کے مواقع فراہم کیے جائیں گے۔ حکام کا کہنا ہے کہ اس اقدام سے روزگار کے نئے مواقع پیدا ہوں گے اور عوام کو ریلیف ملے گا۔ اجلاس میں متعلقہ وزارتوں کے نمائندوں نے شرکت کی اور مختلف تجاویز پر غور کیا گیا۔ ذرائع کے مطابق آئندہ چند روز میں اس حوالے سے مزید اقدامات متوقع ہیں۔ <box>273 992 397 1148</box>
article-text: اسلام آباد (نیوز ایجنسیاں) وفاقی حکومت نے ملک میں جاری معاشی اصلاحات کے سلسلے میں نئی پالیسی کا اعلان کر دیا ہے جس کے تحت مختلف شعبوں میں سرمایہ کاری کے مواقع فراہم کیے جائیں گے۔ حکام کا کہنا ہے کہ اس اقدام سے روزگار کے نئے مواقع پیدا ہوں گے اور عوام کو ریلیف ملے گا۔ اجلاس میں متعلقہ وزارتوں کے نمائندوں نے شرکت کی اور مختلف تجاویز پر غور کیا گیا۔ ذرائع کے مطابق آئندہ چند روز میں اس حوالے سے مزید اقدامات متوقع ہیں۔ <box>526 1470 649 1639</box>
headline: حکومت بلدیاتی الیکشن کروانے میں ناکام ہوچکی: کامران ذوالفقار <box>405 1445 520 1513</box>
headline: حافظ آباد: قاری محمد علی حسن سپرد خاک <box>405 1904 520 1951</box>
article-text: اسلام آباد (نیوز ایجنسیاں) وفاقی حکومت نے ملک میں جاری معاشی اصلاحات کے سلسلے میں نئی پالیسی کا اعلان کر دیا ہے جس کے تحت مختلف شعبوں میں سرمایہ کاری کے مواقع فراہم کیے جائیں گے۔ حکام کا کہنا ہے کہ اس اقدام سے روزگار کے نئے مواقع پیدا ہوں گے اور عوام کو ریلیف ملے گا۔ اجلاس میں متعلقہ وزارتوں کے نمائندوں نے شرکت کی اور مختلف تجاویز پر غور کیا گیا۔ ذرائع کے مطابق آئندہ چند روز میں اس حوالے سے مزید اقدامات متوقع ہیں۔ <box>656 199 779 367</box>
article-text: اسلام آباد (نیوز ایجنسیاں) وفاقی حکومت نے ملک میں جاری معاشی اصلاحات کے سلسلے میں نئی پالیسی کا اعلان کر دیا ہے جس کے تحت مختلف شعبوں میں سرمایہ کاری کے مواقع فراہم کیے جائیں گے۔ حکام کا کہنا ہے کہ اس اقدام سے روزگار کے نئے مواقع پیدا ہوں گے اور عوام کو ریلیف ملے گا۔ اجلاس میں متعلقہ وزارتوں کے نمائندوں نے شرکت کی اور مختلف تجاویز پر غور کیا گیا۔ ذرائع کے مطابق آئندہ چند روز میں اس حوالے سے مزید اقدامات متوقع ہیں۔ <box>787 1073 910 1241</box>
article-text: اسلام آباد (نیوز ایجنسیاں) وفاقی حکومت نے ملک میں جاری معاشی اصلاحات کے سلسلے میں نئی پالیسی کا اعلان کر دیا ہے جس کے تحت مختلف شعبوں میں سرمایہ کاری کے مواقع فراہم کیے جائیں گے۔ حکام کا کہنا ہے کہ اس اقدام سے روزگار کے نئے مواقع پیدا ہوں گے اور عوام کو ریلیف ملے گا۔ اجلاس میں متعلقہ وزارتوں کے نمائندوں نے شرکت کی اور مختلف تجاویز پر غور کیا گیا۔ ذرائع کے مطابق آئندہ چند روز میں اس حوالے سے مزید اقدامات متوقع ہیں۔ <box>918 1596 1043 1753</box>
headline: جلال پور جٹاں: زیر تعمیر سڑکیں شہریوں کیلئے مسائل <box>172 1617 370 1648</box>
section-header <box>918 1413 1043 1434</box>
masthead <box>0 0 1046 24</box>
column-4 <box>521 26 652 2575</box>
article-text: اسلام آباد (نیوز ایجنسیاں) وفاقی حکومت نے ملک میں جاری معاشی اصلاحات کے سلسلے میں نئی پالیسی کا اعلان کر دیا ہے جس کے تحت مختلف شعبوں میں سرمایہ کاری کے مواقع فراہم کیے جائیں گے۔ حکام کا کہنا ہے کہ اس اقدام سے روزگار کے نئے مواقع پیدا ہوں گے اور عوام کو ریلیف ملے گا۔ اجلاس میں متعلقہ وزارتوں کے نمائندوں نے شرکت کی اور مختلف تجاویز پر غور کیا گیا۔ ذرائع کے مطابق آئندہ چند روز میں اس حوالے سے مزید اقدامات متوقع ہیں۔ <box>526 2237 649 2405</box>
news-block-16 <box>526 2014 649 2207</box>
headline: علی پور چٹھہ: انسداد منشیات مہم جاری <box>405 990 520 1039</box>
brand-label: نئی بات <box>526 29 572 48</box>
article-text: اسلام آباد (نیوز ایجنسیاں) وفاقی حکومت نے ملک میں جاری معاشی اصلاحات کے سلسلے میں نئی پالیسی کا اعلان کر دیا ہے جس کے تحت مختلف شعبوں میں سرمایہ کاری کے مواقع فراہم کیے جائیں گے۔ حکام کا کہنا ہے کہ اس اقدام سے روزگار کے نئے مواقع پیدا ہوں گے اور عوام کو ریلیف ملے گا۔ اجلاس میں متعلقہ وزارتوں کے نمائندوں نے شرکت کی اور مختلف تجاویز پر غور کیا گیا۔ ذرائع کے مطابق آئندہ چند روز میں اس حوالے سے مزید اقدامات متوقع ہیں۔ <box>918 2288 1043 2445</box>
section-header <box>918 2264 1043 2285</box>
section-header <box>918 2076 1043 2097</box>
article-text: اسلام آباد (نیوز ایجنسیاں) وفاقی حکومت نے ملک میں جاری معاشی اصلاحات کے سلسلے میں نئی پالیسی کا اعلان کر دیا ہے جس کے تحت مختلف شعبوں میں سرمایہ کاری کے مواقع فراہم کیے جائیں گے۔ حکام کا کہنا ہے کہ اس اقدام سے روزگار کے نئے مواقع پیدا ہوں گے اور عوام کو ریلیف ملے گا۔ اجلاس میں متعلقہ وزارتوں کے نمائندوں نے شرکت کی اور مختلف تجاویز پر غور کیا گیا۔ ذرائع کے مطابق آئندہ چند روز میں اس حوالے سے مزید اقدامات متوقع ہیں۔ <box>787 29 910 197</box>
headline: فیصل آباد: ڈپٹی کمشنر کی زیر صدارت ریونیو امور پر اجلاس <box>4 1332 136 1380</box>
article-text: اسلام آباد (نیوز ایجنسیاں) وفاقی حکومت نے ملک میں جاری معاشی اصلاحات کے سلسلے میں نئی پالیسی کا اعلان کر دیا ہے جس کے تحت مختلف شعبوں میں سرمایہ کاری کے مواقع فراہم کیے جائیں گے۔ حکام کا کہنا ہے کہ اس اقدام سے روزگار کے نئے مواقع پیدا ہوں گے اور عوام کو ریلیف ملے گا۔ اجلاس میں متعلقہ وزارتوں کے نمائندوں نے شرکت کی اور مختلف تجاویز پر غور کیا گیا۔ ذرائع کے مطابق آئندہ چند روز میں اس حوالے سے مزید اقدامات متوقع ہیں۔ <box>273 568 397 725</box>
article-text: اسلام آباد (نیوز ایجنسیاں) وفاقی حکومت نے ملک میں جاری معاشی اصلاحات کے سلسلے میں نئی پالیسی کا اعلان کر دیا ہے جس کے تحت مختلف شعبوں میں سرمایہ کاری کے مواقع فراہم کیے جائیں گے۔ حکام کا کہنا ہے کہ اس اقدام سے روزگار کے نئے مواقع پیدا ہوں گے اور عوام کو ریلیف ملے گا۔ اجلاس میں متعلقہ وزارتوں کے نمائندوں نے شرکت کی اور مختلف تجاویز پر غور کیا گیا۔ ذرائع کے مطابق آئندہ چند روز میں اس حوالے سے مزید اقدامات متوقع ہیں۔ <box>405 1731 520 1899</box>
article-text: اسلام آباد (نیوز ایجنسیاں) وفاقی حکومت نے ملک میں جاری معاشی اصلاحات کے سلسلے میں نئی پالیسی کا اعلان کر دیا ہے جس کے تحت مختلف شعبوں میں سرمایہ کاری کے مواقع فراہم کیے جائیں گے۔ حکام کا کہنا ہے کہ اس اقدام سے روزگار کے نئے مواقع پیدا ہوں گے اور عوام کو ریلیف ملے گا۔ اجلاس میں متعلقہ وزارتوں کے نمائندوں نے شرکت کی اور مختلف تجاویز پر غور کیا گیا۔ ذرائع کے مطابق آئندہ چند روز میں اس حوالے سے مزید اقدامات متوقع ہیں۔ <box>144 1655 268 1812</box>
section-number: 13 <box>625 568 648 587</box>
section-tag: بجلی مہنگی <box>964 1226 1019 1245</box>
section-header <box>918 1038 1043 1059</box>
section-number: 4 <box>1019 1226 1042 1245</box>
article-text: اسلام آباد (نیوز ایجنسیاں) وفاقی حکومت نے ملک میں جاری معاشی اصلاحات کے سلسلے میں نئی پالیسی کا اعلان کر دیا ہے جس کے تحت مختلف شعبوں میں سرمایہ کاری کے مواقع فراہم کیے جائیں گے۔ حکام کا کہنا ہے کہ اس اقدام سے روزگار کے نئے مواقع پیدا ہوں گے اور عوام کو ریلیف ملے گا۔ اجلاس میں متعلقہ وزارتوں کے نمائندوں نے شرکت کی اور مختلف تجاویز پر غور کیا گیا۔ ذرائع کے مطابق آئندہ چند روز میں اس حوالے سے مزید اقدامات متوقع ہیں۔ <box>144 1203 268 1360</box>
article-text: اسلام آباد (نیوز ایجنسیاں) وفاقی حکومت نے ملک میں جاری معاشی اصلاحات کے سلسلے میں نئی پالیسی کا اعلان کر دیا ہے جس کے تحت مختلف شعبوں میں سرمایہ کاری کے مواقع فراہم کیے جائیں گے۔ حکام کا کہنا ہے کہ اس اقدام سے روزگار کے نئے مواقع پیدا ہوں گے اور عوام کو ریلیف ملے گا۔ اجلاس میں متعلقہ وزارتوں کے نمائندوں نے شرکت کی اور مختلف تجاویز پر غور کیا گیا۔ ذرائع کے مطابق آئندہ چند روز میں اس حوالے سے مزید اقدامات متوقع ہیں۔ <box>656 1441 779 1610</box>
article-text: اسلام آباد (نیوز ایجنسیاں) وفاقی حکومت نے ملک میں جاری معاشی اصلاحات کے سلسلے میں نئی پالیسی کا اعلان کر دیا ہے جس کے تحت مختلف شعبوں میں سرمایہ کاری کے مواقع فراہم کیے جائیں گے۔ حکام کا کہنا ہے کہ اس اقدام سے روزگار کے نئے مواقع پیدا ہوں گے اور عوام کو ریلیف ملے گا۔ اجلاس میں متعلقہ وزارتوں کے نمائندوں نے شرکت کی اور مختلف تجاویز پر غور کیا گیا۔ ذرائع کے مطابق آئندہ چند روز میں اس حوالے سے مزید اقدامات متوقع ہیں۔ <box>526 1130 649 1298</box>
article-text: اسلام آباد (نیوز ایجنسیاں) وفاقی حکومت نے ملک میں جاری معاشی اصلاحات کے سلسلے میں نئی پالیسی کا اعلان کر دیا ہے جس کے تحت مختلف شعبوں میں سرمایہ کاری کے مواقع فراہم کیے جائیں گے۔ حکام کا کہنا ہے کہ اس اقدام سے روزگار کے نئے مواقع پیدا ہوں گے اور عوام کو ریلیف ملے گا۔ اجلاس میں متعلقہ وزارتوں کے نمائندوں نے شرکت کی اور مختلف تجاویز پر غور کیا گیا۔ ذرائع کے مطابق آئندہ چند روز میں اس حوالے سے مزید اقدامات متوقع ہیں۔ <box>526 222 649 391</box>
brand-label: نئی بات <box>657 1049 703 1068</box>
section-header <box>656 1048 779 1069</box>
article-text: اسلام آباد (نیوز ایجنسیاں) وفاقی حکومت نے ملک میں جاری معاشی اصلاحات کے سلسلے میں نئی پالیسی کا اعلان کر دیا ہے جس کے تحت مختلف شعبوں میں سرمایہ کاری کے مواقع فراہم کیے جائیں گے۔ حکام کا کہنا ہے کہ اس اقدام سے روزگار کے نئے مواقع پیدا ہوں گے اور عوام کو ریلیف ملے گا۔ اجلاس میں متعلقہ وزارتوں کے نمائندوں نے شرکت کی اور مختلف تجاویز پر غور کیا گیا۔ ذرائع کے مطابق آئندہ چند روز میں اس حوالے سے مزید اقدامات متوقع ہیں۔ <box>918 1913 1043 2070</box>
article-text: اسلام آباد (نیوز ایجنسیاں) وفاقی حکومت نے ملک میں جاری معاشی اصلاحات کے سلسلے میں نئی پالیسی کا اعلان کر دیا ہے جس کے تحت مختلف شعبوں میں سرمایہ کاری کے مواقع فراہم کیے جائیں گے۔ حکام کا کہنا ہے کہ اس اقدام سے روزگار کے نئے مواقع پیدا ہوں گے اور عوام کو ریلیف ملے گا۔ اجلاس میں متعلقہ وزارتوں کے نمائندوں نے شرکت کی اور مختلف تجاویز پر غور کیا گیا۔ ذرائع کے مطابق آئندہ چند روز میں اس حوالے سے مزید اقدامات متوقع ہیں۔ <box>787 222 910 391</box>
article-text: اسلام آباد (نیوز ایجنسیاں) وفاقی حکومت نے ملک میں جاری معاشی اصلاحات کے سلسلے میں نئی پالیسی کا اعلان کر دیا ہے جس کے تحت مختلف شعبوں میں سرمایہ کاری کے مواقع فراہم کیے جائیں گے۔ حکام کا کہنا ہے کہ اس اقدام سے روزگار کے نئے مواقع پیدا ہوں گے اور عوام کو ریلیف ملے گا۔ اجلاس میں متعلقہ وزارتوں کے نمائندوں نے شرکت کی اور مختلف تجاویز پر غور کیا گیا۔ ذرائع کے مطابق آئندہ چند روز میں اس حوالے سے مزید اقدامات متوقع ہیں۔ <box>656 1243 779 1411</box>
section-tag: صاحبزادی <box>572 568 625 587</box>
section-header <box>787 1247 910 1268</box>
section-number: 18 <box>496 199 519 218</box>
headline: وزیر آباد: الامحمد خلیل یوسی دن کے مکینوں کی آواز بن گئے <box>144 728 397 776</box>
news-block-13 <box>526 567 649 760</box>
section-header <box>918 28 1043 49</box>
news-block-9 <box>787 1247 910 2121</box>
brand-label: نئی بات <box>919 692 964 712</box>
article-text: اسلام آباد (نیوز ایجنسیاں) وفاقی حکومت نے ملک میں جاری معاشی اصلاحات کے سلسلے میں نئی پالیسی کا اعلان کر دیا ہے جس کے تحت مختلف شعبوں میں سرمایہ کاری کے مواقع فراہم کیے جائیں گے۔ حکام کا کہنا ہے کہ اس اقدام سے روزگار کے نئے مواقع پیدا ہوں گے اور عوام کو ریلیف ملے گا۔ اجلاس میں متعلقہ وزارتوں کے نمائندوں نے شرکت کی اور مختلف تجاویز پر غور کیا گیا۔ ذرائع کے مطابق آئندہ چند روز میں اس حوالے سے مزید اقدامات متوقع ہیں۔ <box>787 1782 910 1950</box>
headline: لانگ مارچ حکمرانوں کیلئے سیاسی چیلنج ثابت ہو گا: میاں اعجاز <box>144 1816 397 1864</box>
brand-label: نئی بات <box>919 1039 964 1058</box>
section-tag: بلوچستان آپریشن <box>703 1418 756 1437</box>
section-tag: جنوبی کوریا <box>964 692 1019 712</box>
headline: عقیدہ ختم نبوت اسلام کا بنیادی جزو ہے: اجمل رضا قادری <box>4 673 136 720</box>
article-text: اسلام آباد (نیوز ایجنسیاں) وفاقی حکومت نے ملک میں جاری معاشی اصلاحات کے سلسلے میں نئی پالیسی کا اعلان کر دیا ہے جس کے تحت مختلف شعبوں میں سرمایہ کاری کے مواقع فراہم کیے جائیں گے۔ حکام کا کہنا ہے کہ اس اقدام سے روزگار کے نئے مواقع پیدا ہوں گے اور عوام کو ریلیف ملے گا۔ اجلاس میں متعلقہ وزارتوں کے نمائندوں نے شرکت کی اور مختلف تجاویز پر غور کیا گیا۔ ذرائع کے مطابق آئندہ چند روز میں اس حوالے سے مزید اقدامات متوقع ہیں۔ <box>526 1839 649 2007</box>
article-text: اسلام آباد (نیوز ایجنسیاں) وفاقی حکومت نے ملک میں جاری معاشی اصلاحات کے سلسلے میں نئی پالیسی کا اعلان کر دیا ہے جس کے تحت مختلف شعبوں میں سرمایہ کاری کے مواقع فراہم کیے جائیں گے۔ حکام کا کہنا ہے کہ اس اقدام سے روزگار کے نئے مواقع پیدا ہوں گے اور عوام کو ریلیف ملے گا۔ اجلاس میں متعلقہ وزارتوں کے نمائندوں نے شرکت کی اور مختلف تجاویز پر غور کیا گیا۔ ذرائع کے مطابق آئندہ چند روز میں اس حوالے سے مزید اقدامات متوقع ہیں۔ <box>526 52 649 221</box>
news-block-10 <box>656 1048 779 1412</box>
article-text: اسلام آباد (نیوز ایجنسیاں) وفاقی حکومت نے ملک میں جاری معاشی اصلاحات کے سلسلے میں نئی پالیسی کا اعلان کر دیا ہے جس کے تحت مختلف شعبوں میں سرمایہ کاری کے مواقع فراہم کیے جائیں گے۔ حکام کا کہنا ہے کہ اس اقدام سے روزگار کے نئے مواقع پیدا ہوں گے اور عوام کو ریلیف ملے گا۔ اجلاس میں متعلقہ وزارتوں کے نمائندوں نے شرکت کی اور مختلف تجاویز پر غور کیا گیا۔ ذرائع کے مطابق آئندہ چند روز میں اس حوالے سے مزید اقدامات متوقع ہیں۔ <box>405 29 520 197</box>
headline: سیاحتی مقامات اور ورثہ کی حفاظت وقت کی ضرورت: علی حسن <box>144 495 397 564</box>
article-text: اسلام آباد (نیوز ایجنسیاں) وفاقی حکومت نے ملک میں جاری معاشی اصلاحات کے سلسلے میں نئی پالیسی کا اعلان کر دیا ہے جس کے تحت مختلف شعبوں میں سرمایہ کاری کے مواقع فراہم کیے جائیں گے۔ حکام کا کہنا ہے کہ اس اقدام سے روزگار کے نئے مواقع پیدا ہوں گے اور عوام کو ریلیف ملے گا۔ اجلاس میں متعلقہ وزارتوں کے نمائندوں نے شرکت کی اور مختلف تجاویز پر غور کیا گیا۔ ذرائع کے مطابق آئندہ چند روز میں اس حوالے سے مزید اقدامات متوقع ہیں۔ <box>787 1441 910 1610</box>
article-text: اسلام آباد (نیوز ایجنسیاں) وفاقی حکومت نے ملک میں جاری معاشی اصلاحات کے سلسلے میں نئی پالیسی کا اعلان کر دیا ہے جس کے تحت مختلف شعبوں میں سرمایہ کاری کے مواقع فراہم کیے جائیں گے۔ حکام کا کہنا ہے کہ اس اقدام سے روزگار کے نئے مواقع پیدا ہوں گے اور عوام کو ریلیف ملے گا۔ اجلاس میں متعلقہ وزارتوں کے نمائندوں نے شرکت کی اور مختلف تجاویز پر غور کیا گیا۔ ذرائع کے مطابق آئندہ چند روز میں اس حوالے سے مزید اقدامات متوقع ہیں۔ <box>787 392 910 561</box>
